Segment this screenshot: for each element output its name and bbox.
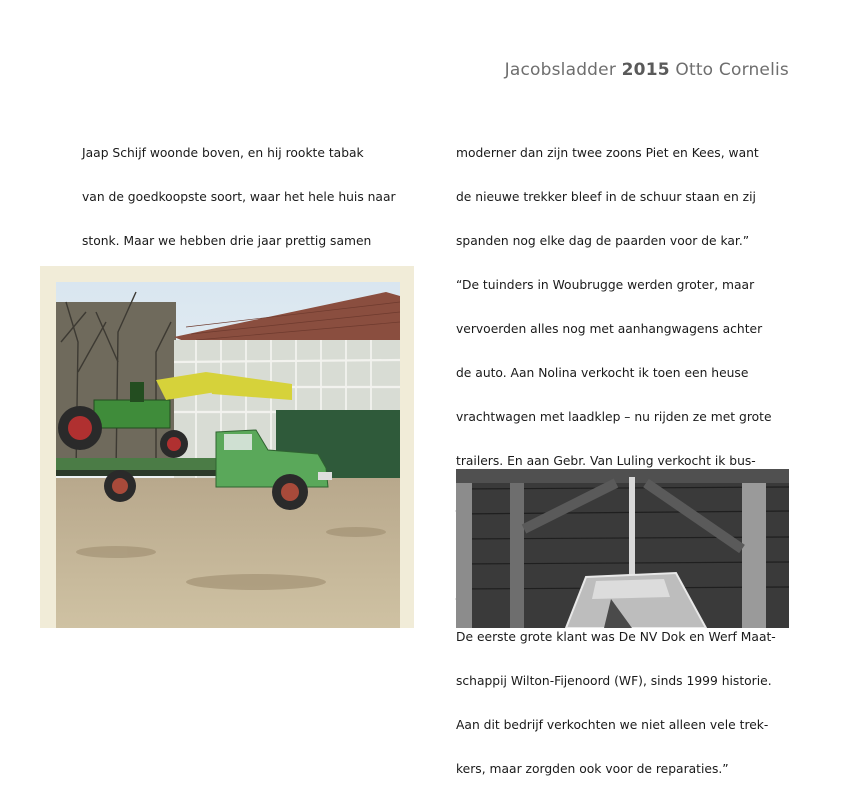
truck-tractor-illustration [56,282,400,628]
text-line: trailers. En aan Gebr. Van Luling verkocht ik bus- [456,454,756,468]
text-line: Jaap Schijf woonde boven, en hij rookte tabak [82,146,364,160]
text-line: vervoerden alles nog met aanhangwagens achter [456,322,763,336]
truck-tractor-photo [40,266,414,628]
text-line: vrachtwagen met laadklep – nu rijden ze met grote [456,410,772,424]
text-line: schappij Wilton-Fijenoord (WF), sinds 1999 historie. [456,674,772,688]
text-line: De eerste grote klant was De NV Dok en Werf Maat- [456,630,776,644]
text-line: Aan dit bedrijf verkochten we niet alleen vele trek- [456,718,769,732]
text-line: de nieuwe trekker bleef in de schuur staan en zij [456,190,756,204]
text-line: kers, maar zorgden ook voor de reparaties.” [456,762,729,776]
text-line: de auto. Aan Nolina verkocht ik toen een heuse [456,366,749,380]
publication-name: Jacobsladder [504,60,617,80]
author-name: Otto Cornelis [675,60,789,80]
boat-shed-photo [456,469,789,628]
publication-year: 2015 [621,60,670,80]
text-line: van de goedkoopste soort, waar het hele huis naar [82,190,396,204]
boat-shed-illustration [456,469,789,628]
text-line: “De tuinders in Woubrugge werden groter, maar [456,278,755,292]
text-line: moderner dan zijn twee zoons Piet en Kees, want [456,146,759,160]
text-line: spanden nog elke dag de paarden voor de kar.” [456,234,750,248]
text-line: stonk. Maar we hebben drie jaar prettig samen [82,234,372,248]
right-text-column [456,120,796,802]
page-header [505,60,789,80]
